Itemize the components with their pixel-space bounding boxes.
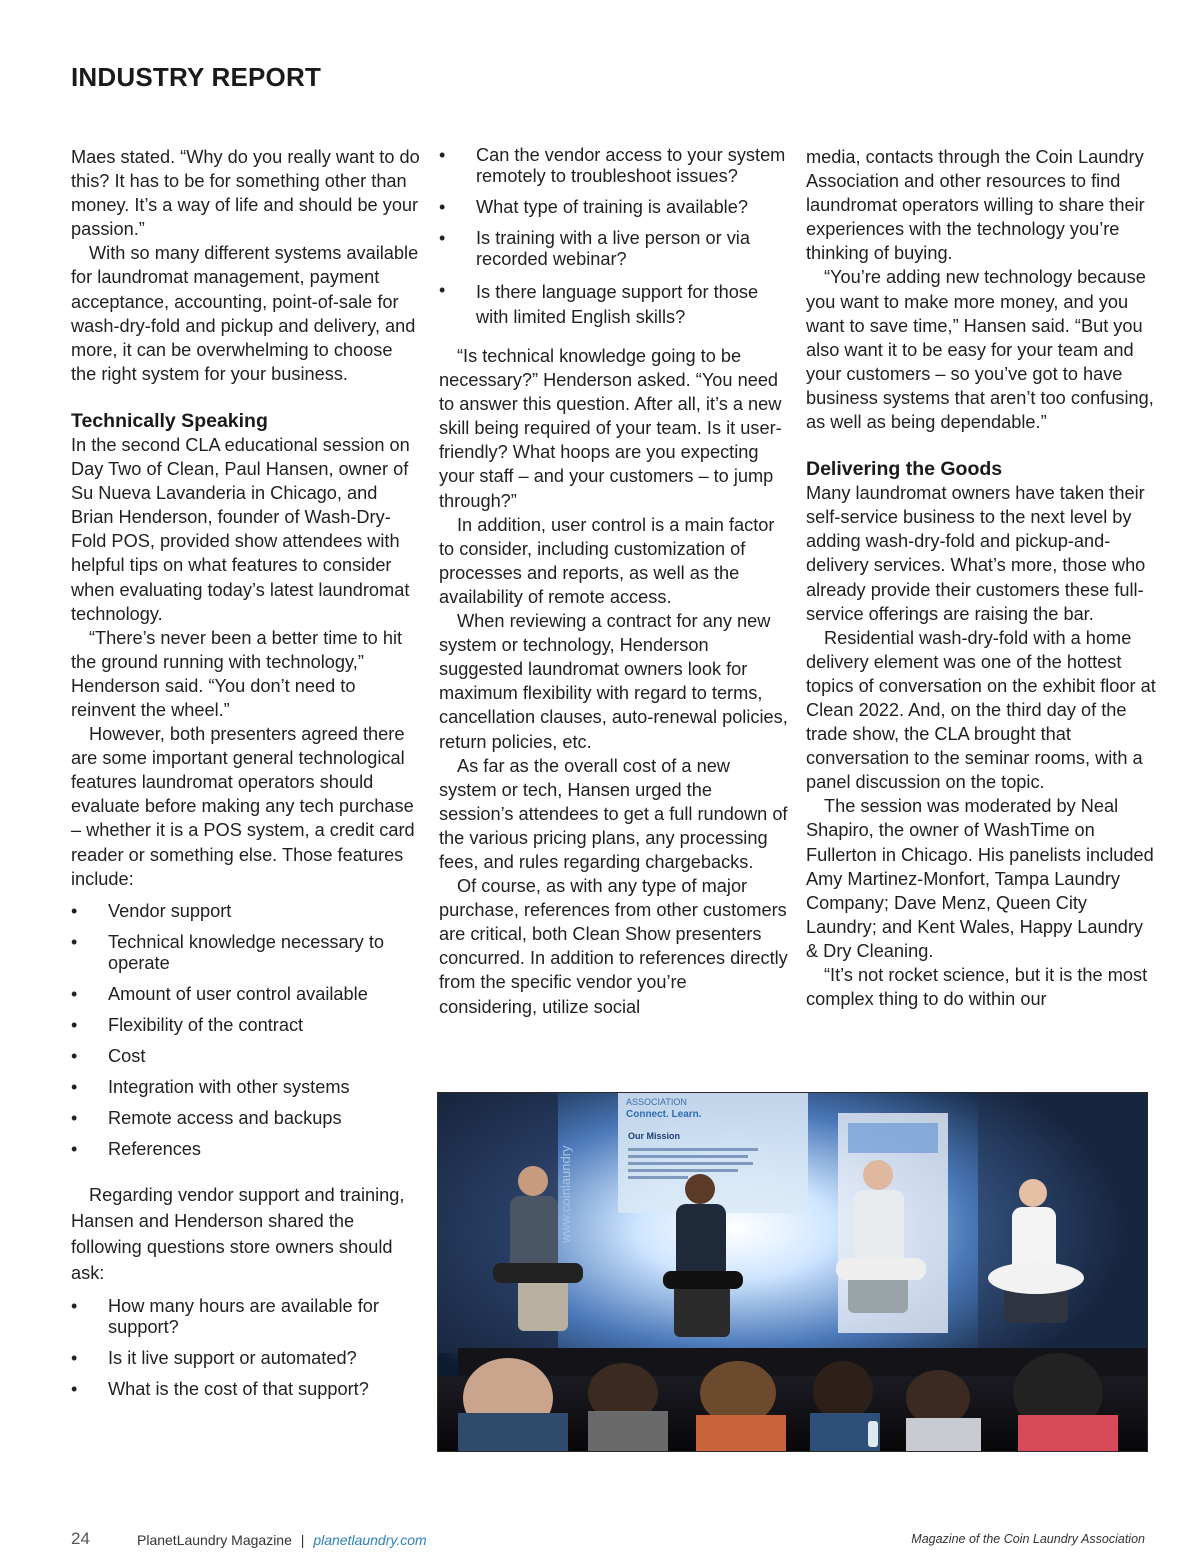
paragraph: In the second CLA educational session on Day Two of Clean, Paul Hansen, owner of Su Nueva Lavanderia in Chicago, and Brian Henderson, founder of Wash-Dry-Fold POS, provided show attendees with helpful tips on what features to consider when evaluating today’s latest laundromat technology.	[71, 434, 410, 624]
paragraph: Residential wash-dry-fold with a home delivery element was one of the hottest topics of conversation on the exhibit floor at Clean 2022. And, on the third day of the trade show, the CLA brought that conversation to the seminar rooms, with a panel discussion on the topic.	[806, 627, 1156, 793]
paragraph: “Is technical knowledge going to be necessary?” Henderson asked. “You need to answer this question. After all, it’s a new skill being required of your team. Is it user-friendly? What hoops are you expecting your staff – and your customers – to jump through?”	[439, 346, 782, 511]
banner-vertical-url: www.coinlaundry	[558, 1145, 573, 1243]
list-item: • Remote access and backups	[71, 1108, 421, 1129]
magazine-name: PlanetLaundry Magazine	[137, 1532, 292, 1548]
paragraph: Regarding vendor support and training, Hansen and Henderson shared the following questions store owners should ask:	[71, 1184, 405, 1283]
laundry-banner-logo	[848, 1123, 938, 1153]
paragraph: In addition, user control is a main factor to consider, including customization of processes and reports, as well as the availability of remote access.	[439, 514, 775, 607]
list-item: • What is the cost of that support?	[71, 1379, 421, 1400]
banner-mission-text: Our Mission	[628, 1131, 681, 1141]
list-item: • Cost	[71, 1046, 421, 1067]
paragraph: media, contacts through the Coin Laundry Association and other resources to find laundromat operators willing to share their experiences with the technology you’re thinking of buying.	[806, 147, 1145, 264]
magazine-credit	[137, 1532, 427, 1548]
panel-discussion-photo	[437, 1092, 1148, 1452]
features-list	[71, 901, 421, 1160]
footer-separator: |	[300, 1532, 305, 1548]
paragraph: The session was moderated by Neal Shapiro, the owner of WashTime on Fullerton in Chicago. His panelists included Amy Martinez-Monfort, Tampa Laundry Company; Dave Menz, Queen City Laundry; and Kent Wales, Happy Laundry & Dry Cleaning.	[806, 796, 1154, 961]
paragraph: As far as the overall cost of a new system or tech, Hansen urged the session’s attendees to get a full rundown of the various pricing plans, any processing fees, and rules regarding chargebacks.	[439, 755, 788, 872]
section-header: INDUSTRY REPORT	[71, 62, 322, 92]
column-3	[806, 145, 1156, 1011]
page-footer	[0, 1529, 1200, 1554]
page-number: 24	[71, 1529, 90, 1548]
list-item: • What type of training is available?	[439, 197, 789, 218]
banner-text-line	[628, 1148, 758, 1151]
list-item: • Amount of user control available	[71, 984, 421, 1005]
magazine-url-link[interactable]: planetlaundry.com	[313, 1532, 427, 1548]
paragraph: “There’s never been a better time to hit the ground running with technology,” Henderson said. “You don’t need to reinvent the wheel.”	[71, 627, 403, 720]
list-item: • Vendor support	[71, 901, 421, 922]
paragraph: However, both presenters agreed there are some important general technological features laundromat operators should evaluate before making any tech purchase – whether it is a POS system, a credit card reader or something else. Those features include:	[71, 724, 415, 889]
list-item: • References	[71, 1139, 421, 1160]
paragraph: “It’s not rocket science, but it is the most complex thing to do within our	[806, 965, 1148, 1010]
paragraph: “You’re adding new technology because you want to make more money, and you want to save time,” Hansen said. “But you also want it to be easy for your team and your customers – so you’ve got to have business systems that aren’t too confusing, as well as being dependable.”	[806, 267, 1154, 433]
subheading-technically-speaking: Technically Speaking	[71, 409, 268, 432]
list-item: • Technical knowledge necessary to operate	[71, 932, 421, 974]
paragraph: When reviewing a contract for any new system or technology, Henderson suggested laundromat owners look for maximum flexibility with regard to terms, cancellation clauses, auto-renewal policies, return policies, etc.	[439, 611, 788, 752]
banner-tagline-text: Connect. Learn.	[626, 1109, 702, 1120]
panel-photo-illustration	[438, 1093, 1147, 1451]
list-item: • Integration with other systems	[71, 1077, 421, 1098]
paragraph: Of course, as with any type of major purchase, references from other customers are critical, both Clean Show presenters concurred. In addition to references directly from the specific vendor you’re considering, utilize social	[439, 876, 788, 1017]
list-item: • Is training with a live person or via recorded webinar?	[439, 228, 789, 270]
footer-tagline: Magazine of the Coin Laundry Association	[911, 1532, 1145, 1546]
list-item: • Flexibility of the contract	[71, 1015, 421, 1036]
paragraph: With so many different systems available for laundromat management, payment acceptance, accounting, point-of-sale for wash-dry-fold and pickup and delivery, and more, it can be overwhelming to choose the right system for your business.	[71, 243, 419, 384]
banner-text-line	[628, 1169, 738, 1172]
banner-text-line	[628, 1162, 753, 1165]
questions-list-continued	[439, 145, 789, 330]
list-item: • How many hours are available for support?	[71, 1296, 421, 1338]
banner-text-line	[628, 1155, 748, 1158]
paragraph: Maes stated. “Why do you really want to do this? It has to be for something other than money. It’s a way of life and should be your passion.”	[71, 147, 420, 240]
list-item: • Is it live support or automated?	[71, 1348, 421, 1369]
paragraph: Many laundromat owners have taken their self-service business to the next level by adding wash-dry-fold and pickup-and-delivery services. What’s more, those who already provide their customers these full-service offerings are raising the bar.	[806, 483, 1146, 624]
list-item: • Is there language support for those with limited English skills?	[439, 280, 789, 330]
list-item: • Can the vendor access to your system remotely to troubleshoot issues?	[439, 145, 789, 187]
banner-text-line	[628, 1176, 688, 1179]
column-2	[439, 145, 789, 1019]
subheading-delivering-the-goods: Delivering the Goods	[806, 458, 1003, 481]
questions-list	[71, 1296, 421, 1400]
column-1	[71, 145, 421, 1410]
banner-association-text: ASSOCIATION	[626, 1097, 687, 1107]
